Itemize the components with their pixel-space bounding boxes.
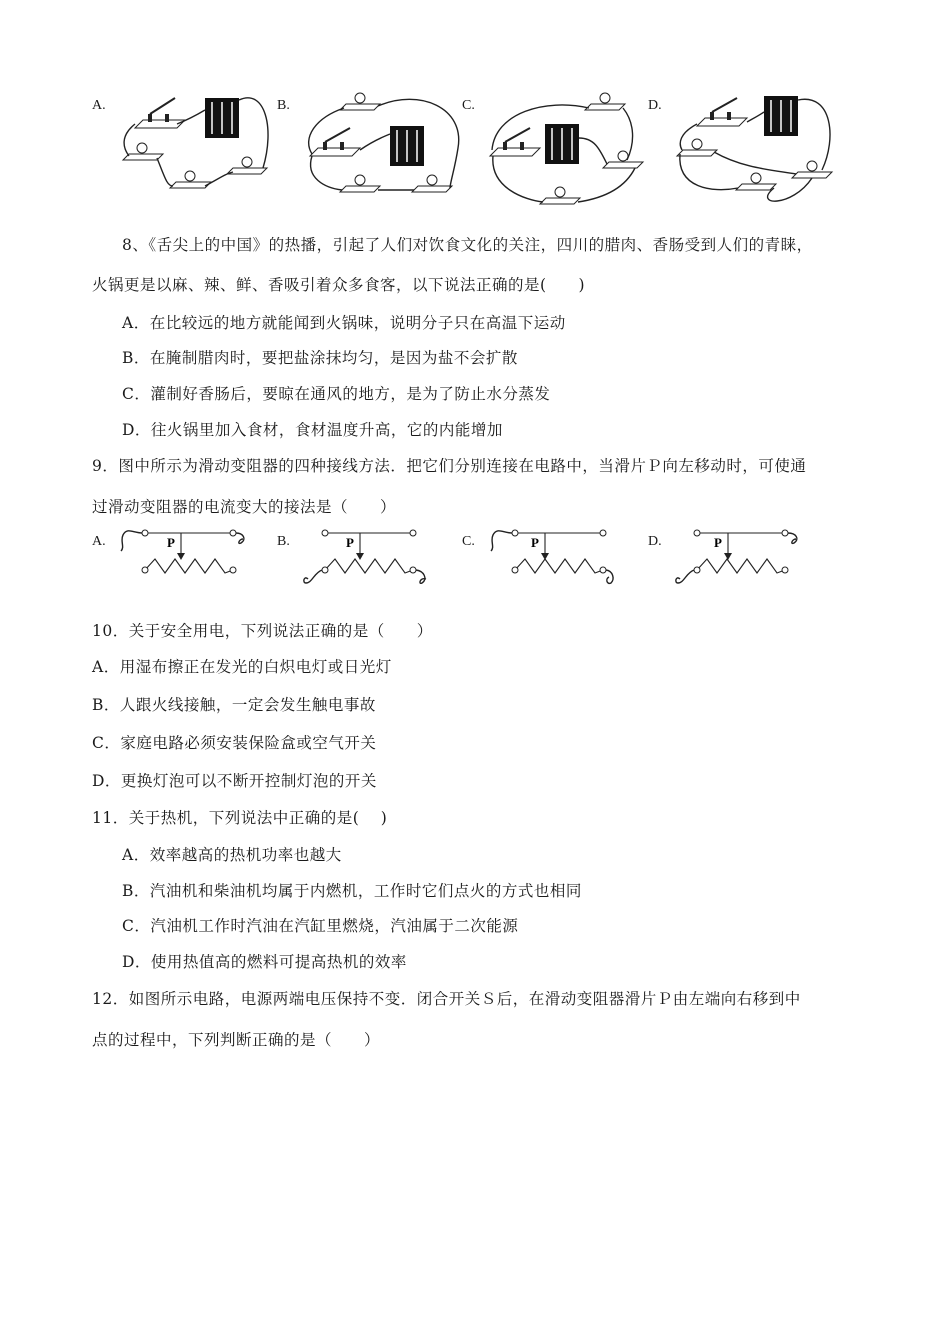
q8-option-a: A．在比较远的地方就能闻到火锅味，说明分子只在高温下运动 bbox=[122, 314, 566, 332]
q8-option-d: D．往火锅里加入食材，食材温度升高，它的内能增加 bbox=[122, 421, 503, 439]
q9-option-label-a: A. bbox=[92, 534, 106, 549]
q7-option-label-a: A. bbox=[92, 98, 106, 113]
q10-option-c: C．家庭电路必须安装保险盒或空气开关 bbox=[92, 734, 377, 752]
q7-option-label-b: B. bbox=[277, 98, 290, 113]
battery-icon bbox=[545, 124, 579, 164]
q9-option-label-c: C. bbox=[462, 534, 475, 549]
slider-p-label: P bbox=[167, 535, 175, 550]
bulb-icon bbox=[792, 161, 832, 178]
bulb-icon bbox=[585, 93, 625, 110]
q10-option-d: D．更换灯泡可以不断开控制灯泡的开关 bbox=[92, 772, 377, 790]
bulb-icon bbox=[603, 151, 643, 168]
bulb-icon bbox=[227, 157, 267, 174]
q9-option-label-d: D. bbox=[648, 534, 662, 549]
q10-option-a: A．用湿布擦正在发光的白炽电灯或日光灯 bbox=[92, 658, 392, 676]
q11-stem: 11．关于热机，下列说法中正确的是( ) bbox=[92, 809, 388, 827]
battery-icon bbox=[390, 126, 424, 166]
q10-stem: 10．关于安全用电，下列说法正确的是（ ） bbox=[92, 622, 433, 640]
q9-rheostat-c-diagram bbox=[485, 525, 625, 590]
bulb-icon bbox=[340, 93, 380, 110]
bulb-icon bbox=[736, 173, 776, 190]
q7-option-label-c: C. bbox=[462, 98, 475, 113]
q11-option-d: D．使用热值高的燃料可提高热机的效率 bbox=[122, 953, 407, 971]
q11-option-b: B．汽油机和柴油机均属于内燃机，工作时它们点火的方式也相同 bbox=[122, 882, 582, 900]
q11-option-a: A．效率越高的热机功率也越大 bbox=[122, 846, 342, 864]
bulb-icon bbox=[340, 175, 380, 192]
slider-p-label: P bbox=[346, 535, 354, 550]
battery-icon bbox=[764, 96, 798, 136]
q7-circuit-b-diagram bbox=[300, 88, 465, 208]
slider-p-label: P bbox=[714, 535, 722, 550]
battery-icon bbox=[205, 98, 239, 138]
q7-option-label-d: D. bbox=[648, 98, 662, 113]
q9-rheostat-d-diagram bbox=[672, 525, 812, 590]
bulb-icon bbox=[123, 143, 163, 160]
q10-option-b: B．人跟火线接触，一定会发生触电事故 bbox=[92, 696, 376, 714]
q9-stem-line-2: 过滑动变阻器的电流变大的接法是（ ） bbox=[92, 498, 397, 516]
switch-icon bbox=[310, 128, 360, 156]
q8-stem-line-2: 火锅更是以麻、辣、鲜、香吸引着众多食客，以下说法正确的是( ) bbox=[92, 276, 586, 294]
q9-rheostat-b-diagram bbox=[300, 525, 440, 590]
q8-option-b: B．在腌制腊肉时，要把盐涂抹均匀，是因为盐不会扩散 bbox=[122, 349, 518, 367]
switch-icon bbox=[697, 98, 747, 126]
q8-option-c: C．灌制好香肠后，要晾在通风的地方，是为了防止水分蒸发 bbox=[122, 385, 551, 403]
q11-option-c: C．汽油机工作时汽油在汽缸里燃烧，汽油属于二次能源 bbox=[122, 917, 519, 935]
q9-stem-line-1: 9．图中所示为滑动变阻器的四种接线方法．把它们分别连接在电路中，当滑片Ｐ向左移动时，可使通 bbox=[92, 457, 807, 475]
bulb-icon bbox=[412, 175, 452, 192]
slider-p-label: P bbox=[531, 535, 539, 550]
bulb-icon bbox=[540, 187, 580, 204]
q7-circuit-a-diagram bbox=[115, 88, 280, 208]
q7-circuit-d-diagram bbox=[672, 88, 837, 208]
q8-stem-line-1: 8、《舌尖上的中国》的热播，引起了人们对饮食文化的关注，四川的腊肉、香肠受到人们的青睐， bbox=[122, 236, 813, 254]
q12-stem-line-1: 12．如图所示电路，电源两端电压保持不变．闭合开关Ｓ后，在滑动变阻器滑片Ｐ由左端向右移到中 bbox=[92, 990, 801, 1008]
q9-option-label-b: B. bbox=[277, 534, 290, 549]
q7-circuit-c-diagram bbox=[485, 88, 650, 208]
q9-rheostat-a-diagram bbox=[115, 525, 255, 590]
q12-stem-line-2: 点的过程中，下列判断正确的是（ ） bbox=[92, 1031, 381, 1049]
bulb-icon bbox=[677, 139, 717, 156]
